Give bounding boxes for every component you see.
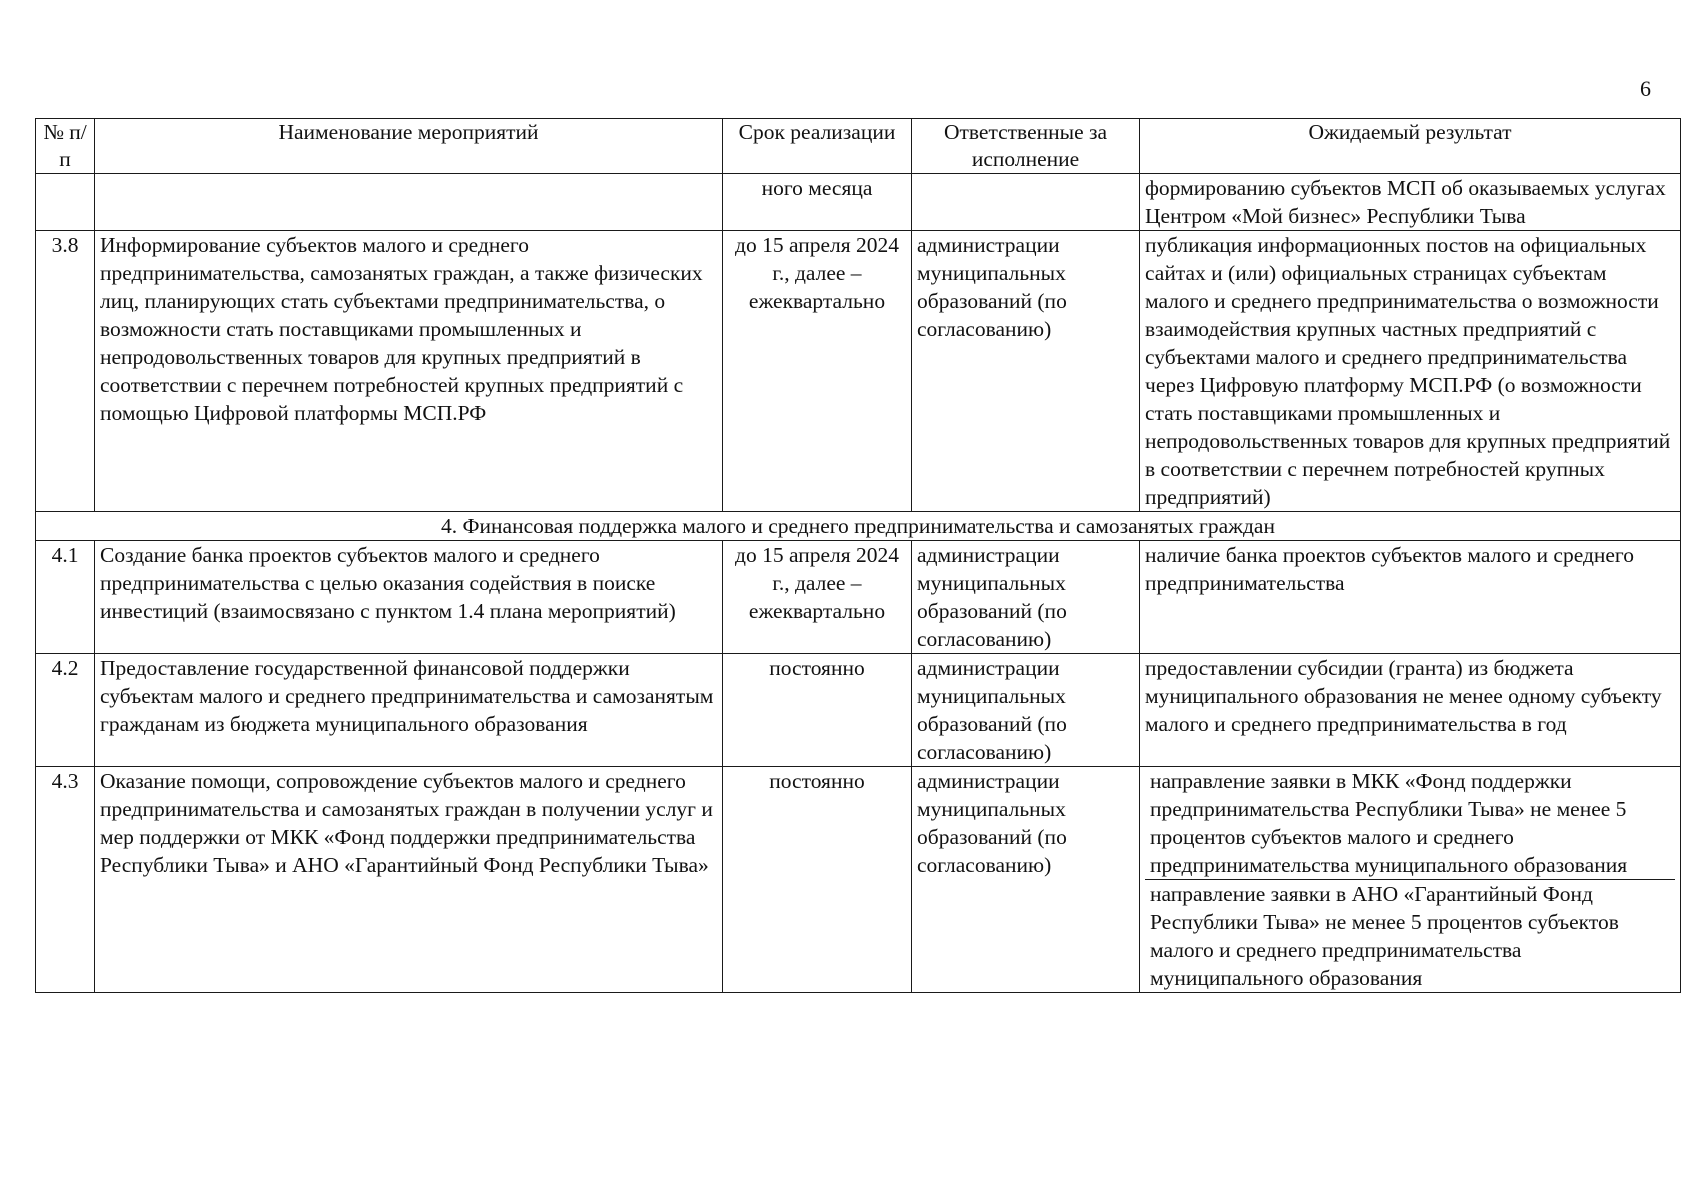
cell-responsible: администрации муниципальных образований (по согласованию) [912, 541, 1140, 654]
table-row [36, 541, 1681, 654]
table-row [36, 767, 1681, 993]
cell-num: 3.8 [36, 231, 95, 512]
cell-result: предоставлении субсидии (гранта) из бюджета муниципального образования не менее одному субъекту малого и среднего предпринимательства в год [1140, 654, 1681, 767]
table-row [36, 654, 1681, 767]
cell-result-split [1140, 767, 1681, 993]
cell-result: формированию субъектов МСП об оказываемых услугах Центром «Мой бизнес» Республики Тыва [1140, 174, 1681, 231]
cell-num [36, 174, 95, 231]
table-row-continuation [36, 174, 1681, 231]
cell-num: 4.1 [36, 541, 95, 654]
header-term: Срок реализации [723, 119, 912, 174]
cell-term: до 15 апреля 2024 г., далее – ежеквартально [723, 231, 912, 512]
header-result: Ожидаемый результат [1140, 119, 1681, 174]
result-part-1: направление заявки в МКК «Фонд поддержки предпринимательства Республики Тыва» не менее 5 процентов субъектов малого и среднего предпринимательства муниципального образования [1145, 767, 1675, 880]
header-num: № п/п [36, 119, 95, 174]
section-heading-row [36, 512, 1681, 541]
cell-num: 4.3 [36, 767, 95, 993]
header-name: Наименование мероприятий [95, 119, 723, 174]
cell-term: постоянно [723, 654, 912, 767]
cell-responsible: администрации муниципальных образований (по согласованию) [912, 654, 1140, 767]
cell-responsible [912, 174, 1140, 231]
cell-result: публикация информационных постов на официальных сайтах и (или) официальных страницах субъектам малого и среднего предпринимательства о возможности взаимодействия крупных частных предприятий с субъектами малого и среднего предпринимательства через Цифровую платформу МСП.РФ (о возможности стать поставщиками промышленных и непродовольственных товаров для крупных предприятий в соответствии с перечнем потребностей крупных предприятий) [1140, 231, 1681, 512]
action-plan-table [35, 118, 1681, 993]
cell-name: Информирование субъектов малого и среднего предпринимательства, самозанятых граждан, а также физических лиц, планирующих стать субъектами предпринимательства, о возможности стать поставщиками промышленных и непродовольственных товаров для крупных предприятий в соответствии с перечнем потребностей крупных предприятий с помощью Цифровой платформы МСП.РФ [95, 231, 723, 512]
cell-name: Создание банка проектов субъектов малого и среднего предпринимательства с целью оказания содействия в поиске инвестиций (взаимосвязано с пунктом 1.4 плана мероприятий) [95, 541, 723, 654]
cell-term: до 15 апреля 2024 г., далее – ежеквартально [723, 541, 912, 654]
cell-name: Оказание помощи, сопровождение субъектов малого и среднего предпринимательства и самозанятых граждан в получении услуг и мер поддержки от МКК «Фонд поддержки предпринимательства Республики Тыва» и АНО «Гарантийный Фонд Республики Тыва» [95, 767, 723, 993]
page-number: 6 [1640, 76, 1651, 101]
cell-term: ного месяца [723, 174, 912, 231]
header-row [36, 119, 1681, 174]
cell-responsible: администрации муниципальных образований (по согласованию) [912, 231, 1140, 512]
cell-responsible: администрации муниципальных образований (по согласованию) [912, 767, 1140, 993]
result-part-2: направление заявки в АНО «Гарантийный Фонд Республики Тыва» не менее 5 процентов субъектов малого и среднего предпринимательства муниципального образования [1150, 882, 1619, 990]
cell-num: 4.2 [36, 654, 95, 767]
cell-result: наличие банка проектов субъектов малого и среднего предпринимательства [1140, 541, 1681, 654]
section-heading: 4. Финансовая поддержка малого и среднего предпринимательства и самозанятых граждан [36, 512, 1681, 541]
table-row [36, 231, 1681, 512]
header-responsible: Ответственные за исполнение [912, 119, 1140, 174]
cell-term: постоянно [723, 767, 912, 993]
cell-name [95, 174, 723, 231]
cell-name: Предоставление государственной финансовой поддержки субъектам малого и среднего предпринимательства и самозанятым гражданам из бюджета муниципального образования [95, 654, 723, 767]
